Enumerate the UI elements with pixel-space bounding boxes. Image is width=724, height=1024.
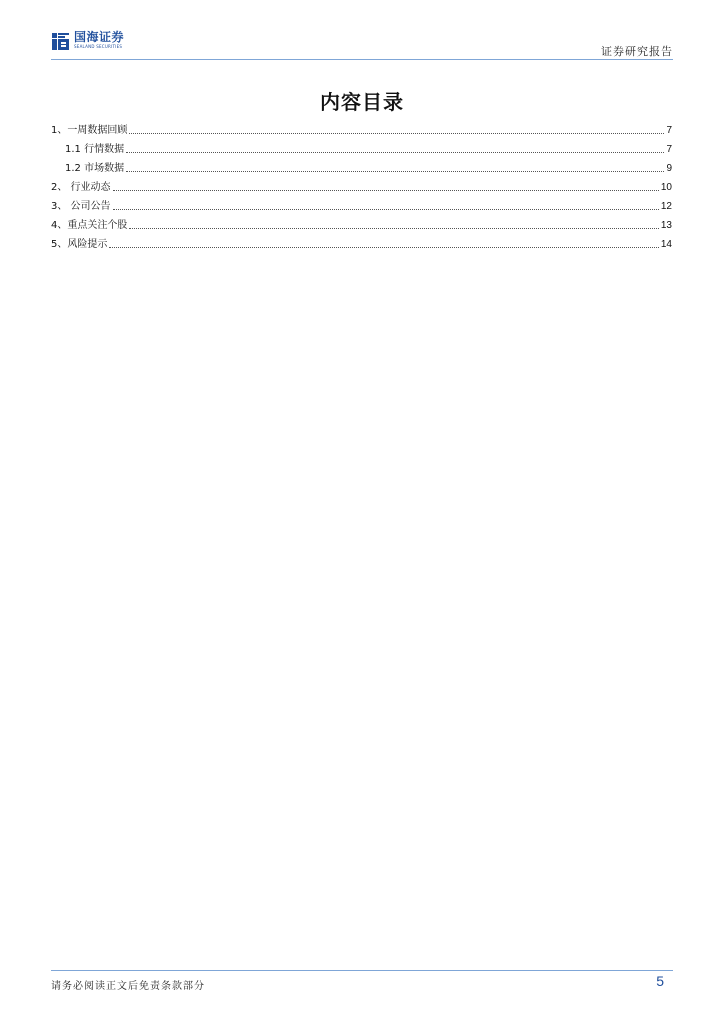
toc-entry-5[interactable] [51, 235, 672, 254]
sealand-logo-icon [51, 32, 70, 51]
dot-leader [129, 133, 664, 134]
toc-page-number: 12 [660, 200, 672, 212]
logo-english-name: SEALAND SECURITIES [74, 44, 123, 49]
toc-page-number: 7 [666, 124, 672, 136]
table-of-contents [51, 121, 672, 254]
toc-entry-label: 2、 行业动态 [51, 181, 111, 193]
toc-entry-3[interactable] [51, 197, 672, 216]
company-logo [51, 31, 124, 55]
toc-entry-1-1[interactable] [51, 140, 672, 159]
toc-page-number: 10 [660, 181, 672, 193]
dot-leader [109, 247, 659, 248]
toc-entry-1-2[interactable] [51, 159, 672, 178]
dot-leader [113, 190, 659, 191]
dot-leader [126, 152, 664, 153]
report-type-label: 证券研究报告 [601, 45, 673, 58]
dot-leader [113, 209, 659, 210]
footer-disclaimer: 请务必阅读正文后免责条款部分 [51, 981, 205, 992]
toc-entry-4[interactable] [51, 216, 672, 235]
toc-entry-label: 5、风险提示 [51, 238, 108, 250]
toc-entry-2[interactable] [51, 178, 672, 197]
toc-entry-label: 3、 公司公告 [51, 200, 111, 212]
dot-leader [129, 228, 659, 229]
logo-chinese-name: 国海证券 [74, 30, 125, 44]
toc-page-number: 14 [660, 238, 672, 250]
toc-entry-1[interactable] [51, 121, 672, 140]
toc-entry-label: 1.2 市场数据 [65, 162, 125, 174]
footer-divider [51, 970, 673, 971]
toc-entry-label: 4、重点关注个股 [51, 219, 128, 231]
toc-page-number: 13 [660, 219, 672, 231]
toc-entry-label: 1、一周数据回顾 [51, 124, 128, 136]
page-number: 5 [656, 973, 664, 989]
page-header [51, 28, 673, 60]
toc-page-number: 7 [666, 143, 672, 155]
toc-page-number: 9 [666, 162, 672, 174]
dot-leader [126, 171, 664, 172]
logo-text [74, 31, 124, 49]
page-title: 内容目录 [320, 90, 404, 114]
header-divider [51, 59, 673, 60]
toc-entry-label: 1.1 行情数据 [65, 143, 125, 155]
